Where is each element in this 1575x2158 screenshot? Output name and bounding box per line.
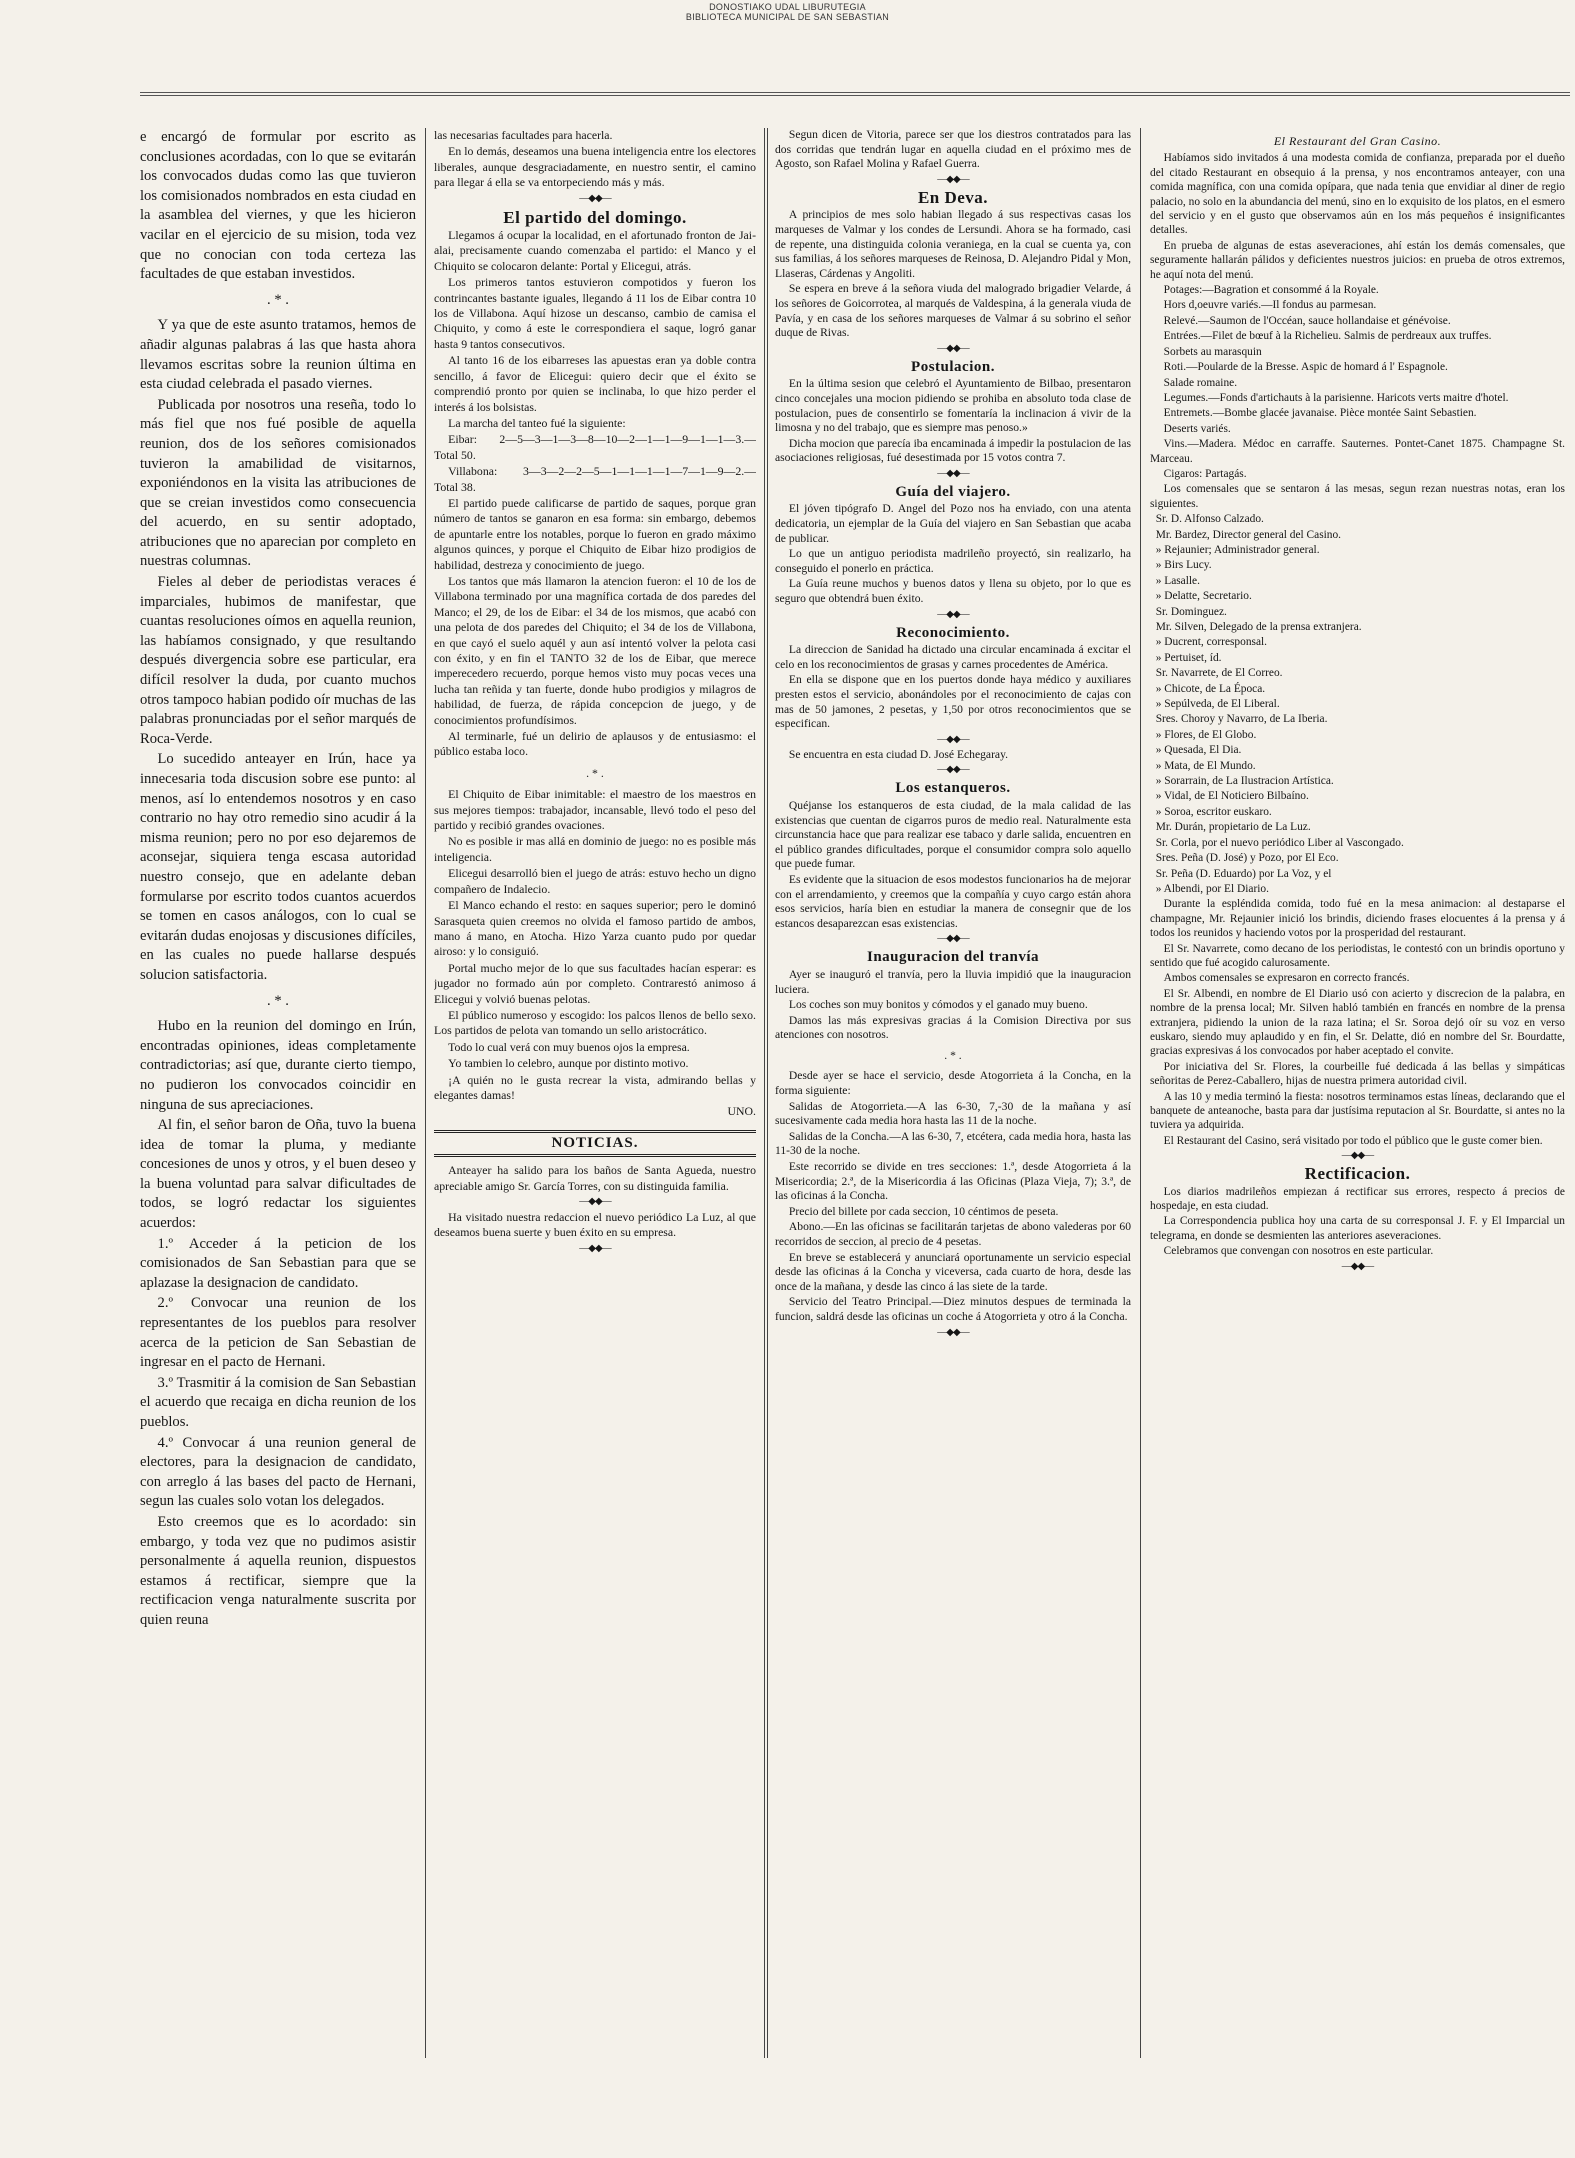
menu-item: Entrées.—Filet de bœuf à la Richelieu. Salmis de perdreaux aux truffes. — [1163, 330, 1492, 343]
paragraph: Los coches son muy bonitos y cómodos y el ganado muy bueno. — [788, 998, 1088, 1012]
guest-item: » Mata, de El Mundo. — [1155, 759, 1256, 772]
score-line: Villabona: 3—3—2—2—5—1—1—1—1—7—1—9—2.—Total 38. — [434, 464, 756, 494]
menu-item: Salade romaine. — [1163, 376, 1238, 389]
paragraph: Es evidente que la situacion de esos modestos funcionarios ha de mejorar con el arrendamiento, y creemos que la compañía y cuyo cargo están ahora esos servicios, haría bien en estudiar la manera de consegnir que de los estancos desaparezcan esas existencias. — [775, 872, 1131, 930]
paragraph: Quéjanse los estanqueros de esta ciudad, de la mala calidad de las existencias que cuentan de cigarros puros de medio real. Naturalmente esta circunstancia hace que para realizar ese tabaco y darle salida, encuentren en el público grandes dificultades, porque el consumidor compra solo aquello que puede fumar. — [775, 798, 1131, 871]
paragraph: Habíamos sido invitados á una modesta comida de confianza, preparada por el dueño del citado Restaurant en obsequio á la prensa, y nos encontramos anteayer, con una comida magnífica, con una comida opípara, que nada tenia que envidiar al diner de regio palacio, no solo en la abundancia del menú, sino en lo exquisito de los platos, en el esmero del servicio y en el gusto que observamos aún en los más pequeños é insignificantes detalles. — [1150, 152, 1565, 237]
paragraph: El Chiquito de Eibar inimitable: el maestro de los maestros en sus mejores tiempos: trabajador, incansable, llevó todo el peso del partido y recibió grandes ovaciones. — [434, 787, 756, 833]
ornament-divider: —◆◆— — [937, 342, 969, 354]
section-title: Inauguracion del tranvía — [866, 949, 1040, 966]
paragraph: El público numeroso y escogido: los palcos llenos de bello sexo. Los partidos de pelota van tomando un sello aristocrático. — [434, 1007, 756, 1038]
paragraph: En breve se establecerá y anunciará oportunamente un servicio especial desde las oficinas á la Concha y viceversa, cada cuarto de hora, desde las once de la mañana, y desde las cinco á las siete de la tarde. — [775, 1250, 1131, 1293]
ornament-divider: —◆◆— — [1341, 1150, 1374, 1162]
top-rule-2 — [140, 95, 1570, 96]
library-header — [0, 2, 1575, 22]
ornament-divider: —◆◆— — [579, 1242, 611, 1254]
guest-item: » Quesada, El Dia. — [1155, 744, 1242, 757]
agreement-item: 3.º Trasmitir á la comision de San Sebastian el acuerdo que recaiga en dicha reunion de los pueblos. — [140, 1374, 416, 1430]
guest-item: Mr. Durán, propietario de La Luz. — [1155, 821, 1311, 834]
menu-item: Legumes.—Fonds d'artichauts à la parisienne. Haricots verts maitre d'hotel. — [1163, 391, 1509, 404]
guest-item: » Sepúlveda, de El Liberal. — [1155, 698, 1280, 711]
ornament-divider: —◆◆— — [937, 467, 969, 479]
paragraph: La Guía reune muchos y buenos datos y llena su objeto, por lo que es seguro que obtendrá buen éxito. — [775, 577, 1131, 606]
paragraph: En prueba de algunas de estas aseveraciones, ahí están los demás comensales, que seguramente hallarán pálidos y deficientes nuestros juicios: en prueba de otros extremos, he aquí nota del menú. — [1150, 239, 1565, 281]
column-2 — [434, 128, 756, 2138]
menu-item: Hors d,oeuvre variés.—Il fondus au parmesan. — [1163, 299, 1377, 312]
ornament-divider: —◆◆— — [937, 933, 969, 945]
ornament-divider: —◆◆— — [937, 608, 969, 620]
column-4 — [1150, 128, 1565, 2138]
paragraph: En ella se dispone que en los puertos donde haya médico y auxiliares presten estos el servicio, abonándoles por el reconocimiento de cajas con mas de 50 jamones, 2 pesetas, y 1,50 por otros reconocimientos que se especifican. — [775, 673, 1131, 731]
section-stars: . * . — [944, 1048, 962, 1062]
paragraph: Abono.—En las oficinas se facilitarán tarjetas de abono valederas por 60 recorridos de seccion, al precio de 4 pesetas. — [775, 1220, 1131, 1248]
agreement-item: 2.º Convocar una reunion de los representantes de los pueblos para resolver acerca de la peticion de San Sebastian de ingresar en el pacto de Hernani. — [140, 1295, 416, 1371]
paragraph: Este recorrido se divide en tres secciones: 1.ª, desde Atogorrieta á la Misericordia; 2.ª, de la Misericordia á las Oficinas (Plaza Vieja, 7); 3.ª, de las oficinas á la Concha. — [775, 1160, 1131, 1203]
paragraph: Se encuentra en esta ciudad D. José Echegaray. — [788, 747, 1009, 761]
ornament-divider: —◆◆— — [579, 1196, 611, 1207]
guest-item: » Vidal, de El Noticiero Bilbaíno. — [1155, 790, 1309, 803]
column-1 — [140, 128, 416, 2138]
paragraph: A las 10 y media terminó la fiesta: nosotros terminamos estas líneas, declarando que el banquete de anteanoche, basta para dar justísima reputacion al Sr. Bourdatte, si antes no la tuviera ya adquirida. — [1150, 1090, 1565, 1132]
paragraph: Dicha mocion que parecía iba encaminada á impedir la postulacion de las asociaciones religiosas, fué desestimada por 15 votos contra 7. — [775, 436, 1131, 465]
top-rule — [140, 92, 1570, 93]
library-header-line2: BIBLIOTECA MUNICIPAL DE SAN SEBASTIAN — [685, 12, 890, 22]
paragraph: Ayer se inauguró el tranvía, pero la lluvia impidió que la inauguracion luciera. — [775, 967, 1131, 996]
paragraph: Al fin, el señor baron de Oña, tuvo la buena idea de tomar la pluma, y mediante concesiones de unos y otros, y el buen deseo y la buena voluntad para salvar dificultades de todos, se logró redactar los siguientes acuerdos: — [140, 1117, 416, 1232]
menu-item: Entremets.—Bombe glacée javanaise. Pièce montée Saint Sebastien. — [1163, 407, 1477, 420]
paragraph: Segun dicen de Vitoria, parece ser que los diestros contratados para las dos corridas que tendrán lugar en aquella ciudad en el próximo mes de Agosto, son Rafael Molina y Rafael Guerra. — [775, 128, 1131, 171]
section-stars: . * . — [586, 765, 604, 780]
paragraph: La marcha del tanteo fué la siguiente: — [448, 415, 626, 430]
paragraph: En lo demás, deseamos una buena inteligencia entre los electores liberales, aunque desgraciadamente, en nuestro sentir, el camino para llegar á ella se va entorpeciendo más y más. — [434, 144, 756, 190]
paragraph: Yo tambien lo celebro, aunque por distinto motivo. — [448, 1056, 689, 1071]
section-title: El Restaurant del Gran Casino. — [1273, 134, 1442, 148]
menu-item: Deserts variés. — [1163, 422, 1231, 435]
guest-item: » Chicote, de La Época. — [1155, 682, 1266, 695]
guest-item: » Flores, de El Globo. — [1155, 728, 1257, 741]
section-title: Los estanqueros. — [895, 780, 1011, 797]
paragraph: Llegamos á ocupar la localidad, en el afortunado fronton de Jai-alai, precisamente cuando comenzaba el partido: el Manco y el Chiquito se colocaron delante: Portal y Elicegui, atrás. — [434, 228, 756, 273]
section-stars: . * . — [267, 291, 289, 308]
paragraph: Anteayer ha salido para los baños de Santa Agueda, nuestro apreciable amigo Sr. García Torres, con su distinguida familia. — [434, 1163, 756, 1193]
column-divider — [764, 128, 768, 2058]
guest-item: » Birs Lucy. — [1155, 559, 1212, 572]
agreement-item: 4.º Convocar á una reunion general de electores, para la designacion de candidato, con arreglo á las bases del pacto de Hernani, segun las cuales solo votan los delegados. — [140, 1434, 416, 1510]
column-divider — [425, 128, 426, 2058]
section-stars: . * . — [267, 992, 289, 1009]
paragraph: las necesarias facultades para hacerla. — [434, 128, 613, 142]
menu-item: Vins.—Madera. Médoc en carraffe. Sauternes. Pontet-Canet 1875. Champagne St. Marceau. — [1150, 438, 1565, 465]
paragraph: Esto creemos que es lo acordado: sin embargo, y toda vez que no pudimos asistir personalmente á aquella reunion, dispuestos estamos á rectificar, siempre que la rectificacion venga naturalmente suscrita por quien reuna — [140, 1513, 416, 1628]
ornament-divider: —◆◆— — [579, 192, 611, 204]
signature: UNO. — [727, 1104, 756, 1119]
paragraph: Precio del billete por cada seccion, 10 céntimos de peseta. — [788, 1204, 1059, 1218]
guest-item: » Ducrent, corresponsal. — [1155, 636, 1268, 649]
paragraph: No es posible ir mas allá en dominio de juego: no es posible más inteligencia. — [434, 834, 756, 864]
paragraph: Fieles al deber de periodistas veraces é imparciales, hubimos de manifestar, que cuantas resoluciones oímos en aquella reunion, las habíamos consignado, y que resultando después divergencia sobre ese particular, era difícil resolver la duda, por cuanto muchos otros tampoco habian podido oír muchas de las palabras pronunciadas por el señor marqués de Roca-Verde. — [140, 574, 416, 747]
guest-item: » Pertuiset, íd. — [1155, 651, 1222, 664]
section-title: El partido del domingo. — [503, 207, 687, 227]
paragraph: e encargó de formular por escrito as conclusiones acordadas, con lo que se evitarán los convocados dudas como las que tuvieron los comisionados nombrados en esta ciudad en la asamblea del viernes, y que les hicieron vacilar en el ejercicio de su mision, toda vez que no conocian con toda certeza las facultades de que estaban investidos. — [140, 129, 416, 283]
paragraph: El partido puede calificarse de partido de saques, porque gran número de tantos se ganaron en esa forma: sin embargo, debemos de apuntarle entre los notables, porque lo fueron en grado máximo algunos quinces, y porque el Chiquito de Eibar hizo prodigios de habilidad, destreza y conocimiento de juego. — [434, 495, 756, 572]
paragraph: El jóven tipógrafo D. Angel del Pozo nos ha enviado, con una atenta dedicatoria, un ejemplar de la Guía del viajero en San Sebastian que acaba de publicar. — [775, 502, 1131, 545]
menu-item: Relevé.—Saumon de l'Occéan, sauce hollandaise et génévoise. — [1163, 314, 1451, 327]
guest-item: Mr. Silven, Delegado de la prensa extranjera. — [1155, 621, 1362, 633]
agreement-item: 1.º Acceder á la peticion de los comisionados de San Sebastian para que se aplazase la designacion de candidato. — [140, 1235, 416, 1291]
section-title: Postulacion. — [911, 358, 995, 375]
paragraph: Salidas de Atogorrieta.—A las 6-30, 7,-30 de la mañana y así sucesivamente cada media hora hasta las 11 de la noche. — [775, 1099, 1131, 1128]
paragraph: Ambos comensales se expresaron en correcto francés. — [1163, 972, 1410, 985]
paragraph: El Sr. Navarrete, como decano de los periodistas, le contestó con un brindis oportuno y sentido que fué acogido calurosamente. — [1150, 942, 1565, 969]
paragraph: Los tantos que más llamaron la atencion fueron: el 10 de los de Villabona terminado por una magnífica cortada de dos paredes del Manco; el 29, de los de Eibar: el 34 de los mismos, que acabó con una pelota de dos paredes del Chiquito; el 34 de los de Villabona, en que cayó el suelo aquél y aun así intentó volver la pelota casi con éxito, y en fin el TANTO 32 de los de Eibar, que merece imperecedero recuerdo, porque hemos visto muy pocas veces una lucha tan reñida y tan fuerte, donde hubo prodigios y milagros de habilidad, de fuerza, de rápida concepcion de juego, y de conocimientos profundísimos. — [434, 573, 756, 727]
paragraph: Elicegui desarrolló bien el juego de atrás: estuvo hecho un digno compañero de Indalecio. — [434, 866, 756, 896]
guest-item: Sres. Choroy y Navarro, de La Iberia. — [1155, 713, 1328, 726]
guest-item: » Rejaunier; Administrador general. — [1155, 543, 1320, 556]
paragraph: Al terminarle, fué un delirio de aplausos y de entusiasmo: el público estaba loco. — [434, 729, 756, 759]
guest-item: Sr. Corla, por el nuevo periódico Liber al Vascongado. — [1155, 836, 1404, 849]
ornament-divider: —◆◆— — [937, 733, 969, 745]
guest-item: » Lasalle. — [1155, 574, 1200, 587]
paragraph: A principios de mes solo habian llegado á sus respectivas casas los marqueses de Valmar y los condes de Lersundi. Ahora se ha formado, casi de repente, una distinguida colonia veraniega, en la cual se cuenta ya, con sus familias, á los señores marqueses de Reinosa, D. Alejandro Pidal y Mon, Llaseras, Cárdenas y Angoliti. — [775, 208, 1131, 280]
noticias-title: NOTICIAS. — [434, 1130, 756, 1157]
ornament-divider: —◆◆— — [937, 1326, 969, 1338]
paragraph: En la última sesion que celebró el Ayuntamiento de Bilbao, presentaron cinco concejales una mocion pidiendo se prohiba en absoluto toda clase de postulacion, pues de consentirlo se fomentaría la inclinacion á vivir de la limosna y no del trabajo, que es siempre mas penoso.» — [775, 377, 1131, 435]
paragraph: Los diarios madrileños empiezan á rectificar sus errores, respecto á precios de hospedaje, en esta ciudad. — [1150, 1185, 1565, 1213]
guest-item: Sr. Dominguez. — [1155, 605, 1227, 618]
guest-item: » Delatte, Secretario. — [1155, 590, 1252, 603]
paragraph: Hubo en la reunion del domingo en Irún, encontradas opiniones, ideas completamente contradictorias; así que, durante cierto tiempo, no pudieron los convocados coincidir en ninguna de sus apreciaciones. — [140, 1018, 416, 1113]
paragraph: Todo lo cual verá con muy buenos ojos la empresa. — [448, 1039, 690, 1054]
paragraph: Se espera en breve á la señora viuda del malogrado brigadier Velarde, á los señores de Goicorrotea, al marqués de Valdespina, á la generala viuda de Pavía, y en casa de los señores marqueses de Valmar á su sobrino el señor duque de Rivas. — [775, 282, 1131, 340]
paragraph: Y ya que de este asunto tratamos, hemos de añadir algunas palabras á las que hasta ahora llevamos escritas sobre la reunion última en esta ciudad celebrada el pasado viernes. — [140, 317, 416, 393]
paragraph: La Correspondencia publica hoy una carta de su corresponsal J. F. y El Imparcial un telegrama, en donde se desmienten las anteriores aseveraciones. — [1150, 1215, 1565, 1242]
paragraph: Salidas de la Concha.—A las 6-30, 7, etcétera, cada media hora, hasta las 11-30 de la noche. — [775, 1129, 1131, 1158]
guest-item: » Sorarrain, de La Ilustracion Artística. — [1155, 775, 1334, 788]
guest-item: Mr. Bardez, Director general del Casino. — [1155, 528, 1342, 541]
paragraph: El Restaurant del Casino, será visitado por todo el público que le guste comer bien. — [1163, 1134, 1543, 1147]
paragraph: ¡A quién no le gusta recrear la vista, admirando bellas y elegantes damas! — [434, 1072, 756, 1102]
guest-item: » Soroa, escritor euskaro. — [1155, 805, 1272, 818]
menu-item: Cigaros: Partagás. — [1163, 467, 1247, 480]
paragraph: La direccion de Sanidad ha dictado una circular encaminada á excitar el celo en los reconocimientos de grasas y carnes procedentes de América. — [775, 643, 1131, 671]
paragraph: Ha visitado nuestra redaccion el nuevo periódico La Luz, al que deseamos buena suerte y buen éxito en su empresa. — [434, 1210, 756, 1240]
paragraph: Al tanto 16 de los eibarreses las apuestas eran ya doble contra sencillo, á favor de Elicegui: quiero decir que el éxito se comprendió pronto por quien se inclinaba, lo que hizo perder el interés á los bolsistas. — [434, 353, 756, 414]
guest-item: Sr. Navarrete, de El Correo. — [1155, 667, 1283, 680]
menu-item: Sorbets au marasquin — [1163, 345, 1262, 358]
column-divider — [1140, 128, 1141, 2058]
ornament-divider: —◆◆— — [1341, 1260, 1374, 1272]
section-title: Rectificacion. — [1304, 1164, 1411, 1184]
paragraph: Los primeros tantos estuvieron compotidos y fueron los contrincantes bastante iguales, llegando á 11 los de Eibar contra 10 los de Villabona. Aquí hizose un descanso, cambio de camisa el Chiquito, y como á este le correspondiera el saque, logró ganar hasta 9 tantos consecutivos. — [434, 275, 756, 351]
ornament-divider: —◆◆— — [937, 764, 969, 776]
guest-item: Sres. Peña (D. José) y Pozo, por El Eco. — [1155, 852, 1339, 865]
menu-item: Roti.—Poularde de la Bresse. Aspic de homard á l' Espagnole. — [1163, 361, 1448, 374]
paragraph: Portal mucho mejor de lo que sus facultades hacían esperar: es jugador no formado aún por completo. Contrarestó animoso á Elicegui y volvió buenas pelotas. — [434, 960, 756, 1006]
paragraph: Durante la espléndida comida, todo fué en la mesa animacion: al destaparse el champagne, Mr. Rejaunier inició los brindis, diciendo frases elocuentes á la prensa y á todos los reunidos y haciendo votos por la prosperidad del restaurant. — [1150, 898, 1565, 940]
section-title: En Deva. — [917, 187, 989, 207]
guest-item: Sr. D. Alfonso Calzado. — [1155, 513, 1264, 526]
paragraph: Lo sucedido anteayer en Irún, hace ya innecesaria toda discusion sobre ese punto: al menos, así lo entendemos nosotros y en caso contrario no hay otro remedio sino acudir á la misma reunion; pero no por eso dejaremos de aconsejar, siquiera tenga escasa autoridad nuestro consejo, que en adelante deban formularse por escrito todos cuantos acuerdos se tomen en casos análogos, con lo cual se evitarán dudas enojosas y discusiones difíciles, en las cuales no puede hallarse después solucion satisfactoria. — [140, 751, 416, 983]
paragraph: Por iniciativa del Sr. Flores, la courbeille fué dedicada á las bellas y simpáticas señoritas de Perez-Caballero, hijas de nuestra primera autoridad civil. — [1150, 1060, 1565, 1088]
paragraph: Publicada por nosotros una reseña, todo lo más fiel que nos fué posible de aquella reunion, dos de los señores comisionados tuvieron la amabilidad de visitarnos, exponiéndonos en la visita las atribuciones de que se creian investidos como consecuencia del acuerdo, en su sentir adoptado, atribuciones que no aparecian por completo en nuestras columnas. — [140, 396, 416, 570]
ornament-divider: —◆◆— — [937, 173, 969, 185]
section-title: Guía del viajero. — [895, 483, 1011, 500]
column-3 — [775, 128, 1131, 2138]
paragraph: El Sr. Albendi, en nombre de El Diario usó con acierto y discrecion de la palabra, en nombre de la prensa local; Mr. Silven habló también en francés en nombre de la prensa extranjera, pidiendo la union de la raza latina; el Sr. Soroa dejó oír su voz en verso euskaro, siendo muy aplaudido y en fin, el Sr. Delatte, dió en nombre del Sr. Bourdatte, gracias expresivas á los convocados por haber aceptado el convite. — [1150, 987, 1565, 1058]
paragraph: Lo que un antiguo periodista madrileño proyectó, sin realizarlo, ha conseguido el ponerlo en práctica. — [775, 547, 1131, 575]
paragraph: Damos las más expresivas gracias á la Comision Directiva por sus atenciones con nosotros. — [775, 1013, 1131, 1042]
library-header-line1: DONOSTIAKO UDAL LIBURUTEGIA — [709, 2, 866, 12]
score-line: Eibar: 2—5—3—1—3—8—10—2—1—1—9—1—1—3.—Total 50. — [434, 432, 756, 462]
section-title: Reconocimiento. — [896, 624, 1010, 641]
paragraph: Celebramos que convengan con nosotros en este particular. — [1163, 1245, 1434, 1258]
paragraph: Desde ayer se hace el servicio, desde Atogorrieta á la Concha, en la forma siguiente: — [775, 1069, 1131, 1098]
guest-item: Sr. Peña (D. Eduardo) por La Voz, y el — [1155, 867, 1332, 880]
paragraph: Servicio del Teatro Principal.—Diez minutos despues de terminada la funcion, saldrá desde las oficinas un coche á Atogorrieta y otro á la Concha. — [775, 1295, 1131, 1323]
menu-item: Potages:—Bagration et consommé á la Royale. — [1163, 284, 1379, 297]
guest-item: » Albendi, por El Diario. — [1155, 882, 1269, 895]
paragraph: Los comensales que se sentaron á las mesas, segun rezan nuestras notas, eran los siguientes. — [1150, 483, 1565, 510]
paragraph: El Manco echando el resto: en saques superior; pero le dominó Sarasqueta quien creemos no olvida el famoso partido de ambos, mano á mano, en Atocha. Hizo Yarza cuanto pudo por quedar airoso: y lo consiguió. — [434, 898, 756, 959]
